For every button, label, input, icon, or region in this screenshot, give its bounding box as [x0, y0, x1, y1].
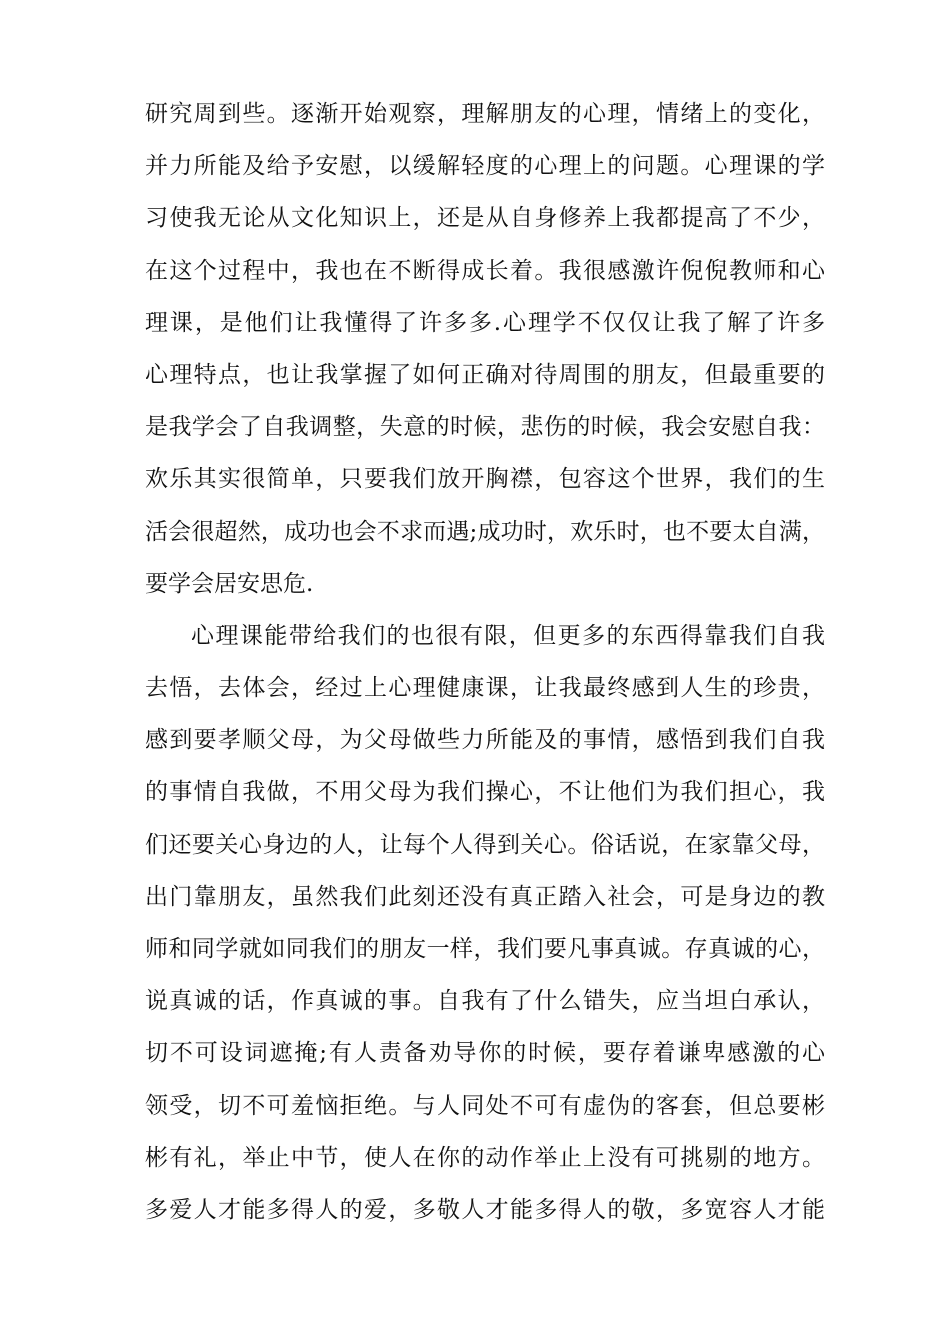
text-line: 说真诚的话，作真诚的事。自我有了什么错失，应当坦白承认， — [145, 988, 825, 1015]
text-line: 在这个过程中，我也在不断得成长着。我很感激许倪倪教师和心 — [145, 257, 825, 284]
text-line: 多爱人才能多得人的爱，多敬人才能多得人的敬，多宽容人才能 — [145, 1196, 825, 1223]
text-line: 去悟，去体会，经过上心理健康课，让我最终感到人生的珍贵， — [145, 675, 825, 702]
text-line: 切不可设词遮掩;有人责备劝导你的时候，要存着谦卑感激的心 — [145, 1040, 825, 1067]
body-text — [145, 88, 825, 1236]
text-line: 是我学会了自我调整，失意的时候，悲伤的时候，我会安慰自我： — [145, 414, 825, 441]
text-line: 领受，切不可羞恼拒绝。与人同处不可有虚伪的客套，但总要彬 — [145, 1092, 825, 1119]
text-line: 们还要关心身边的人，让每个人得到关心。俗话说，在家靠父母， — [145, 831, 825, 858]
text-line: 出门靠朋友，虽然我们此刻还没有真正踏入社会，可是身边的教 — [145, 883, 825, 910]
text-line: 理课，是他们让我懂得了许多多.心理学不仅仅让我了解了许多 — [145, 309, 825, 336]
text-line: 活会很超然，成功也会不求而遇;成功时，欢乐时，也不要太自满， — [145, 518, 825, 545]
text-line: 心理特点，也让我掌握了如何正确对待周围的朋友，但最重要的 — [145, 361, 825, 388]
text-line: 师和同学就如同我们的朋友一样，我们要凡事真诚。存真诚的心， — [145, 936, 825, 962]
text-line: 彬有礼，举止中节，使人在你的动作举止上没有可挑剔的地方。 — [145, 1144, 825, 1171]
paragraph-end-line: 要学会居安思危. — [145, 570, 314, 597]
text-line: 研究周到些。逐渐开始观察，理解朋友的心理，情绪上的变化， — [145, 101, 825, 127]
text-line: 习使我无论从文化知识上，还是从自身修养上我都提高了不少， — [145, 205, 825, 232]
paragraph-start-line: 心理课能带给我们的也很有限，但更多的东西得靠我们自我 — [191, 622, 825, 649]
text-line: 欢乐其实很简单，只要我们放开胸襟，包容这个世界，我们的生 — [145, 466, 825, 493]
text-line: 并力所能及给予安慰，以缓解轻度的心理上的问题。心理课的学 — [145, 153, 825, 180]
text-line: 的事情自我做，不用父母为我们操心，不让他们为我们担心，我 — [145, 779, 825, 806]
text-line: 感到要孝顺父母，为父母做些力所能及的事情，感悟到我们自我 — [145, 727, 825, 754]
